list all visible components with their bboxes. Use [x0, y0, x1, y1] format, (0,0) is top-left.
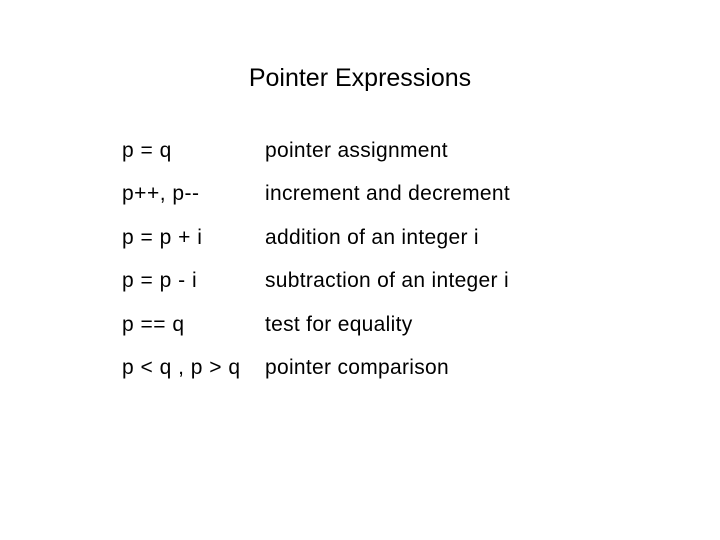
- description-cell: addition of an integer i: [265, 225, 479, 249]
- description-cell: pointer comparison: [265, 356, 449, 380]
- table-row: [122, 260, 510, 304]
- expression-cell: p++, p--: [122, 182, 200, 206]
- expression-cell: p = p - i: [122, 269, 198, 293]
- table-row: [122, 347, 510, 391]
- table-row: [122, 216, 510, 260]
- description-cell: subtraction of an integer i: [265, 269, 509, 293]
- table-row: [122, 173, 510, 217]
- table-row: [122, 129, 510, 173]
- description-cell: pointer assignment: [265, 138, 448, 162]
- expression-cell: p = q: [122, 138, 172, 162]
- slide-title: Pointer Expressions: [248, 64, 472, 92]
- description-cell: test for equality: [265, 312, 413, 336]
- table-row: [122, 303, 510, 347]
- expression-cell: p < q , p > q: [122, 356, 241, 380]
- expression-table: [122, 129, 510, 390]
- expression-cell: p = p + i: [122, 225, 203, 249]
- description-cell: increment and decrement: [265, 182, 511, 206]
- expression-cell: p == q: [122, 312, 185, 336]
